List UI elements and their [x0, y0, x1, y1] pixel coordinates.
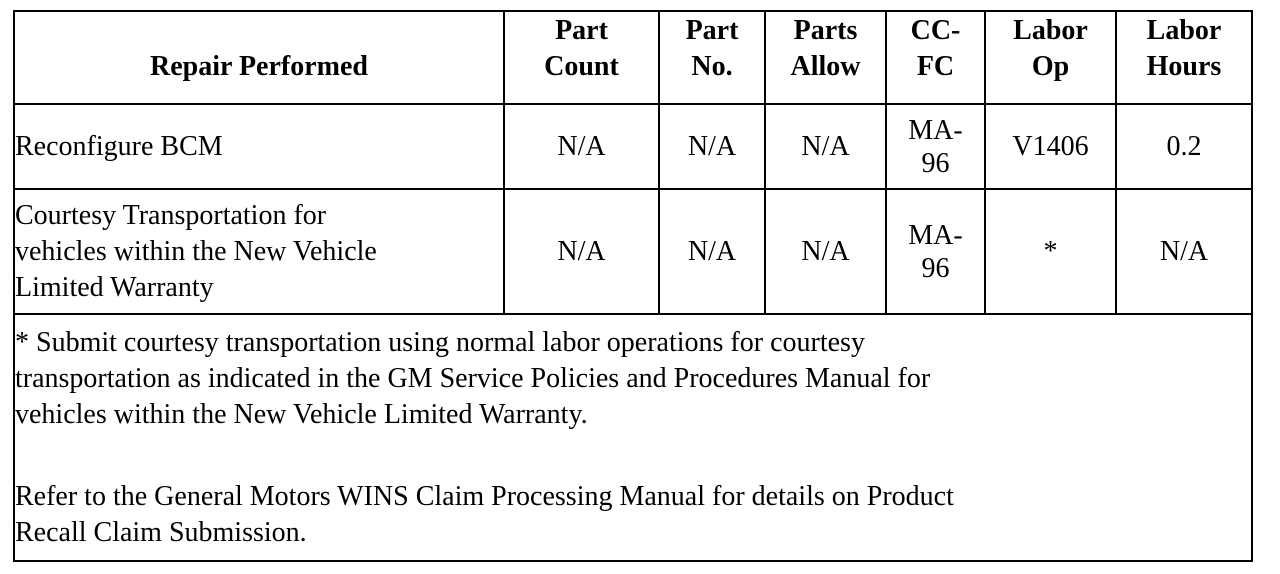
table-note-row: [14, 314, 1252, 561]
repair-line-3: Limited Warranty: [15, 271, 214, 303]
parts-allow-cell: N/A: [765, 104, 886, 189]
reference-line: Recall Claim Submission.: [15, 516, 307, 548]
labor-op-cell: V1406: [985, 104, 1116, 189]
labor-table: [13, 10, 1253, 562]
labor-hours-cell: N/A: [1116, 189, 1252, 314]
footnote-line: * Submit courtesy transportation using normal labor operations for courtesy: [15, 326, 865, 358]
part-no-cell: N/A: [659, 104, 765, 189]
part-no-cell: N/A: [659, 189, 765, 314]
header-labor-op: Labor Op: [985, 11, 1116, 104]
cc-fc-line-2: 96: [921, 252, 950, 284]
cc-fc-cell: [886, 189, 985, 314]
labor-op-cell: *: [985, 189, 1116, 314]
repair-performed-cell: Reconfigure BCM: [14, 104, 504, 189]
reference-line: Refer to the General Motors WINS Claim Processing Manual for details on Product: [15, 480, 954, 512]
header-parts-allow: Parts Allow: [765, 11, 886, 104]
footnote-spacer: [15, 433, 1251, 479]
footnote-line: transportation as indicated in the GM Service Policies and Procedures Manual for: [15, 362, 931, 394]
table-row: [14, 104, 1252, 189]
part-count-cell: N/A: [504, 189, 659, 314]
cc-fc-line-1: MA-: [908, 219, 963, 251]
cc-fc-cell: [886, 104, 985, 189]
header-repair-performed: Repair Performed: [14, 11, 504, 104]
cc-fc-line-2: 96: [921, 147, 950, 179]
labor-hours-cell: 0.2: [1116, 104, 1252, 189]
repair-line-2: vehicles within the New Vehicle: [15, 235, 377, 267]
footnote-cell: [14, 314, 1252, 561]
header-part-count: Part Count: [504, 11, 659, 104]
header-labor-hours: Labor Hours: [1116, 11, 1252, 104]
repair-line-1: Courtesy Transportation for: [15, 199, 327, 231]
repair-performed-cell: [14, 189, 504, 314]
header-part-no: Part No.: [659, 11, 765, 104]
footnote-line: vehicles within the New Vehicle Limited Warranty.: [15, 398, 588, 430]
cc-fc-line-1: MA-: [908, 114, 963, 146]
parts-allow-cell: N/A: [765, 189, 886, 314]
part-count-cell: N/A: [504, 104, 659, 189]
header-cc-fc: CC- FC: [886, 11, 985, 104]
table-header-row: [14, 11, 1252, 104]
table-row: [14, 189, 1252, 314]
